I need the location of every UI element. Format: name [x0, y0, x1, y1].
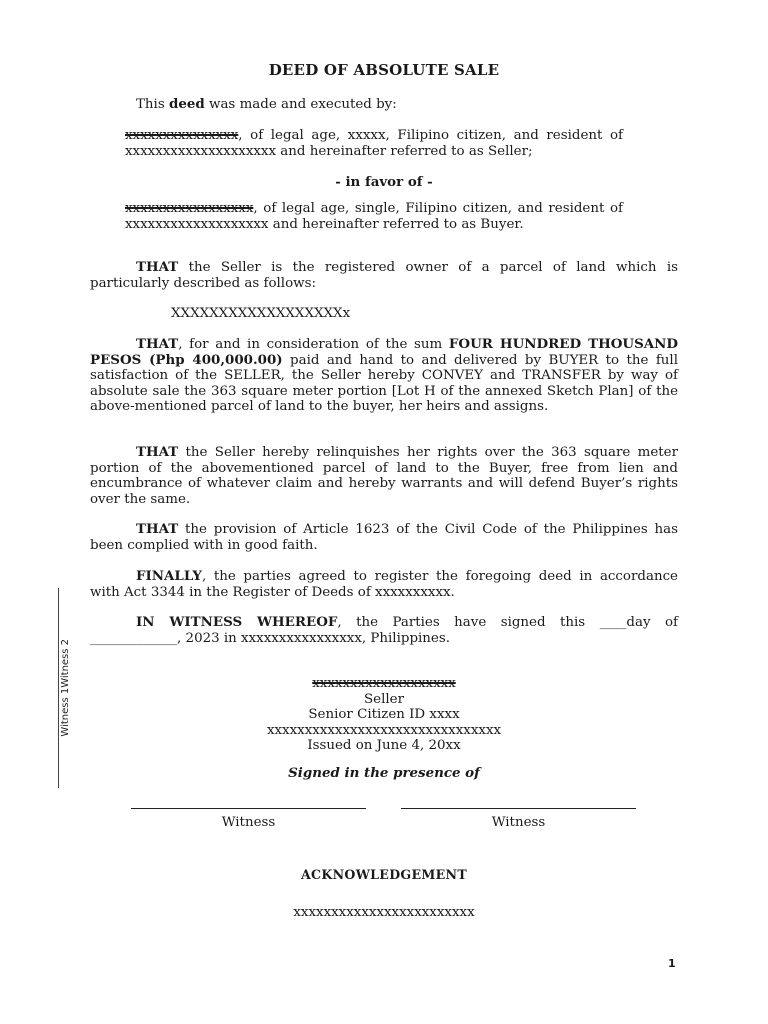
that-3-text: the Seller hereby relinquishes her rights over the 363 square meter portion of the abovementioned parcel of land to the Buyer, free from lien and encumbrance of whatever claim and hereby warrants and will defend Buyer’s rights over the same. — [90, 445, 678, 507]
seller-id-line: Senior Citizen ID xxxx — [308, 707, 460, 723]
that-2-lead: THAT — [136, 336, 179, 352]
intro-pre: This — [136, 97, 169, 112]
that-paragraph-3 — [90, 445, 678, 507]
finally-lead: FINALLY — [136, 568, 202, 584]
acknowledgement-heading: ACKNOWLEDGEMENT — [300, 867, 468, 882]
that-3-lead: THAT — [136, 444, 179, 460]
in-favor-heading: - in favor of - — [335, 174, 433, 190]
witness-1-label: Witness — [221, 815, 276, 830]
acknowledgement-line: xxxxxxxxxxxxxxxxxxxxxxxx — [293, 905, 475, 920]
finally-text: , the parties agreed to register the foregoing deed in accordance with Act 3344 in the Register of Deeds of xxxxxxxxxx. — [90, 569, 678, 600]
page-number: 1 — [668, 957, 676, 970]
witness-whereof-text: , the Parties have signed this ____day of _____________, 2023 in xxxxxxxxxxxxxxxx, Philippines. — [90, 615, 678, 646]
seller-signature-block — [0, 676, 768, 754]
buyer-name-redacted: xxxxxxxxxxxxxxxxx — [125, 201, 254, 216]
land-description: XXXXXXXXXXXXXXXXXXx — [171, 306, 351, 321]
intro-post: was made and executed by: — [204, 97, 397, 112]
that-paragraph-4 — [90, 522, 678, 553]
margin-witness-text: Witness 1Witness 2 — [60, 639, 72, 737]
signed-in-presence-heading: Signed in the presence of — [288, 765, 480, 781]
that-2-amount: FOUR HUNDRED THOUSAND PESOS (Php 400,000.00) — [90, 336, 678, 368]
that-4-lead: THAT — [136, 521, 179, 537]
margin-witness-box — [38, 588, 94, 788]
witness-2-label: Witness — [491, 815, 546, 830]
that-paragraph-2 — [90, 337, 678, 415]
that-2-pre: , for and in consideration of the sum — [178, 337, 449, 352]
that-2-post: paid and hand to and delivered by BUYER to the full satisfaction of the SELLER, the Seller hereby CONVEY and TRANSFER by way of absolute sale the 363 square meter portion [Lot H of the annexed Sketch Plan] of the above-mentioned parcel of land to the buyer, her heirs and assigns. — [90, 352, 678, 415]
witness-2-signature-line[interactable] — [401, 808, 636, 809]
buyer-paragraph — [125, 201, 623, 232]
seller-paragraph — [125, 128, 623, 159]
seller-id-number: xxxxxxxxxxxxxxxxxxxxxxxxxxxxxxx — [266, 722, 502, 738]
intro-line — [136, 97, 397, 113]
finally-paragraph — [90, 569, 678, 600]
seller-signature-role: Seller — [364, 691, 404, 707]
buyer-paragraph-text: , of legal age, single, Filipino citizen, and resident of xxxxxxxxxxxxxxxxxxx and hereinafter referred to as Buyer. — [125, 201, 623, 232]
that-4-text: the provision of Article 1623 of the Civil Code of the Philippines has been complied with in good faith. — [90, 522, 678, 553]
seller-name-redacted: xxxxxxxxxxxxxxx — [125, 128, 239, 143]
seller-signature-name: xxxxxxxxxxxxxxxxxxx — [312, 676, 456, 691]
witness-whereof-lead: IN WITNESS WHEREOF — [136, 614, 338, 630]
document-title: DEED OF ABSOLUTE SALE — [268, 61, 500, 79]
intro-bold-word: deed — [168, 96, 205, 112]
that-1-lead: THAT — [136, 259, 179, 275]
seller-id-issued: Issued on June 4, 20xx — [307, 738, 461, 754]
seller-paragraph-text: , of legal age, xxxxx, Filipino citizen, and resident of xxxxxxxxxxxxxxxxxxxx and hereinafter referred to as Seller; — [125, 128, 623, 159]
that-1-text: the Seller is the registered owner of a parcel of land which is particularly described as follows: — [90, 260, 678, 291]
witness-1-signature-line[interactable] — [131, 808, 366, 809]
witness-whereof-paragraph — [90, 615, 678, 646]
that-paragraph-1 — [90, 260, 678, 291]
